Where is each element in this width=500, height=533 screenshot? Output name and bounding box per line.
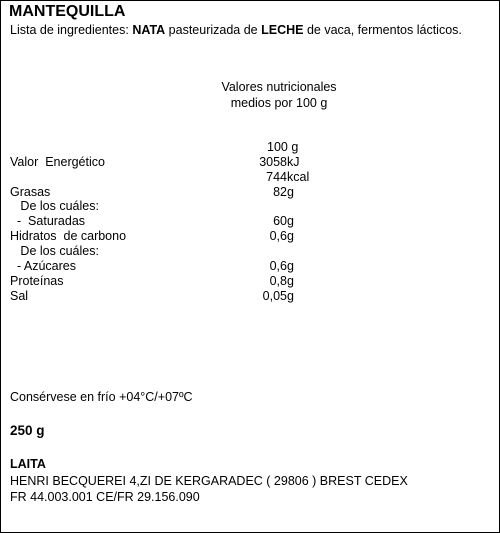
storage-instructions: Consérvese en frío +04°C/+07ºC	[10, 390, 193, 404]
nutrition-row-unit: g	[287, 229, 294, 243]
nutrition-row-unit: kJ	[287, 155, 300, 169]
product-name: MANTEQUILLA	[9, 3, 126, 20]
nutrition-header-line1: Valores nutricionales	[221, 80, 337, 94]
nutrition-column-header: 100 g	[267, 140, 299, 154]
nutrition-row-value: 0,8	[269, 274, 287, 288]
nutrition-row-label: - Azúcares	[10, 259, 76, 273]
nutrition-row-label: Grasas	[10, 185, 51, 199]
nutrition-row-label: Proteínas	[10, 274, 64, 288]
nutrition-row-value: 82	[273, 185, 287, 199]
ingredients-prefix: Lista de ingredientes:	[10, 23, 133, 37]
nutrition-header-line2: medios por 100 g	[230, 96, 328, 110]
nutrition-row-unit: g	[287, 289, 294, 303]
nutrition-row-value: 744	[266, 170, 287, 184]
nutrition-row-value: 0,05	[262, 289, 287, 303]
nutrition-row-unit: g	[287, 274, 294, 288]
ingredient-nata: NATA	[132, 23, 166, 37]
nutrition-row-label: - Saturadas	[10, 214, 86, 228]
nutrition-row-label: De los cuáles:	[10, 244, 99, 258]
net-weight: 250 g	[10, 423, 45, 438]
nutrition-row-unit: g	[287, 259, 294, 273]
nutrition-row-unit: g	[287, 214, 294, 228]
manufacturer-brand: LAITA	[10, 457, 46, 471]
nutrition-row-label: Valor Energético	[10, 155, 105, 169]
nutrition-row-value: 0,6	[269, 259, 287, 273]
nutrition-row-label: De los cuáles:	[10, 199, 99, 213]
nutrition-row-value: 0,6	[269, 229, 287, 243]
nutrition-row-value: 3058	[259, 155, 287, 169]
ingredients-list	[10, 23, 480, 38]
nutrition-row-unit: kcal	[287, 170, 310, 184]
nutrition-row-value: 60	[273, 214, 287, 228]
manufacturer-address: HENRI BECQUEREI 4,ZI DE KERGARADEC ( 29806 ) BREST CEDEX	[10, 474, 408, 488]
nutrition-row-label: Sal	[10, 289, 29, 303]
ingredient-leche: LECHE	[261, 23, 304, 37]
manufacturer-registry: FR 44.003.001 CE/FR 29.156.090	[10, 490, 200, 504]
ingredients-suffix: de vaca, fermentos lácticos.	[303, 23, 462, 37]
nutrition-row-label: Hidratos de carbono	[10, 229, 127, 243]
ingredients-mid: pasteurizada de	[165, 23, 262, 37]
nutrition-row-unit: g	[287, 185, 294, 199]
